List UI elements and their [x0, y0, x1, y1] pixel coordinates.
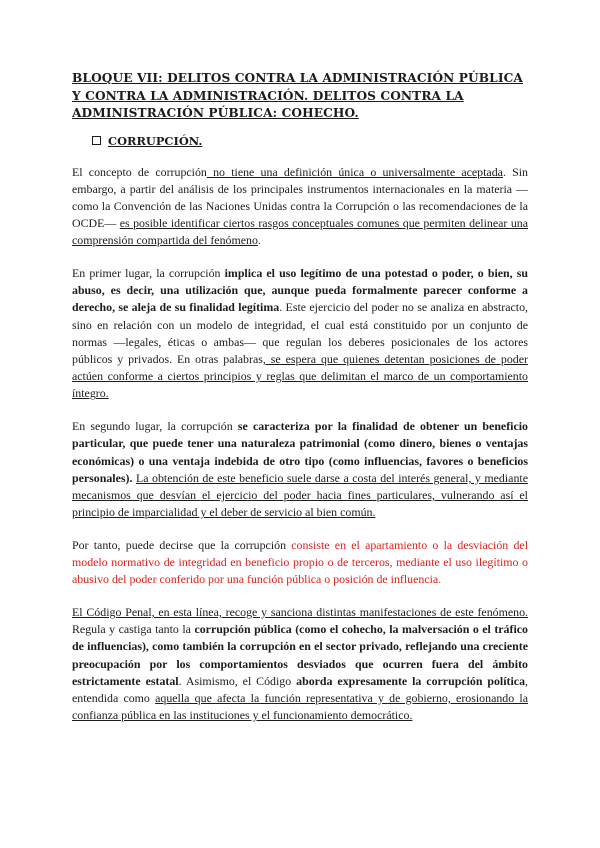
- p5-text: , entendida como: [72, 673, 529, 705]
- paragraph-3: [72, 418, 528, 521]
- page-title: BLOQUE VII: DELITOS CONTRA LA ADMINISTRACIÓN PÚBLICA Y CONTRA LA ADMINISTRACIÓN. DELITOS CONTRA LA ADMINISTRACIÓN PÚBLICA: COHECHO.: [72, 71, 523, 120]
- p5-underlined: El Código Penal, en esta línea, recoge y sanciona distintas manifestaciones de este fenómeno.: [72, 604, 528, 619]
- section-heading: [92, 134, 528, 148]
- p3-text: En segundo lugar, la corrupción: [72, 419, 238, 434]
- p4-red-text: consiste en el apartamiento o la desviación del modelo normativo de integridad en beneficio propio o de terceros, mediante el uso ilegítimo o abusivo del poder conferido por una función pública o posición de influencia.: [72, 537, 528, 587]
- paragraph-1: [72, 164, 528, 250]
- p2-bold: implica el uso legítimo de una potestad o poder, o bien, su abuso, es decir, una utilización que, aunque pueda formalmente parecer conforme a derecho, se aleja de su finalidad legítima: [72, 266, 528, 315]
- checkbox-icon: [92, 136, 101, 145]
- p1-underlined: no tiene una definición única o universalmente aceptada: [206, 164, 503, 179]
- p1-underlined: es posible identificar ciertos rasgos conceptuales comunes que permiten delinear una comprensión compartida del fenómeno: [72, 216, 528, 248]
- p5-bold: aborda expresamente la corrupción política: [296, 673, 526, 688]
- paragraph-2: [72, 265, 528, 403]
- p5-underlined: aquella que afecta la función representativa y de gobierno, erosionando la confianza pública en las instituciones y el funcionamiento democrático.: [72, 690, 528, 723]
- p4-text: Por tanto, puede decirse que la corrupción: [72, 537, 292, 552]
- p1-text: .: [257, 233, 261, 248]
- paragraph-4: [72, 537, 528, 589]
- p1-text: . Sin embargo, a partir del análisis de los principales instrumentos internacionales en la materia —como la Convención de las Naciones Unidas contra la Corrupción o las recomendaciones de la OCDE—: [72, 164, 528, 231]
- paragraph-5: [72, 604, 528, 724]
- p2-text: En primer lugar, la corrupción: [72, 266, 225, 281]
- p5-text: Regula y castiga tanto la: [72, 622, 195, 637]
- document-page: [72, 70, 528, 740]
- p2-underlined: , se espera que quienes detentan posiciones de poder actúen conforme a ciertos principios y reglas que delimitan el marco de un comportamiento íntegro.: [72, 352, 528, 401]
- section-heading-text: CORRUPCIÓN.: [108, 133, 203, 148]
- p3-bold: se caracteriza por la finalidad de obtener un beneficio particular, que puede tener una naturaleza patrimonial (como dinero, bienes o ventajas económicas) o una ventaja indebida de otro tipo (como influencias, favores o beneficios personales).: [72, 419, 528, 485]
- p5-text: . Asimismo, el Código: [178, 673, 297, 688]
- p1-text: El concepto de corrupción: [72, 164, 207, 179]
- p5-bold: corrupción pública (como el cohecho, la malversación o el tráfico de influencias), como también la corrupción en el sector privado, reflejando una creciente preocupación por los comportamientos desviados que ocurren fuera del ámbito estrictamente estatal: [72, 622, 528, 688]
- p2-text: . Este ejercicio del poder no se analiza en abstracto, sino en relación con un modelo de integridad, el cual está constituido por un conjunto de normas —legales, éticas o ambas— que regulan los deberes posicionales de los actores públicos y privados. En otras palabras: [72, 300, 529, 367]
- p3-underlined: La obtención de este beneficio suele darse a costa del interés general, y mediante mecanismos que desvían el ejercicio del poder hacia fines particulares, vulnerando así el principio de imparcialidad y el deber de servicio al bien común.: [72, 470, 528, 520]
